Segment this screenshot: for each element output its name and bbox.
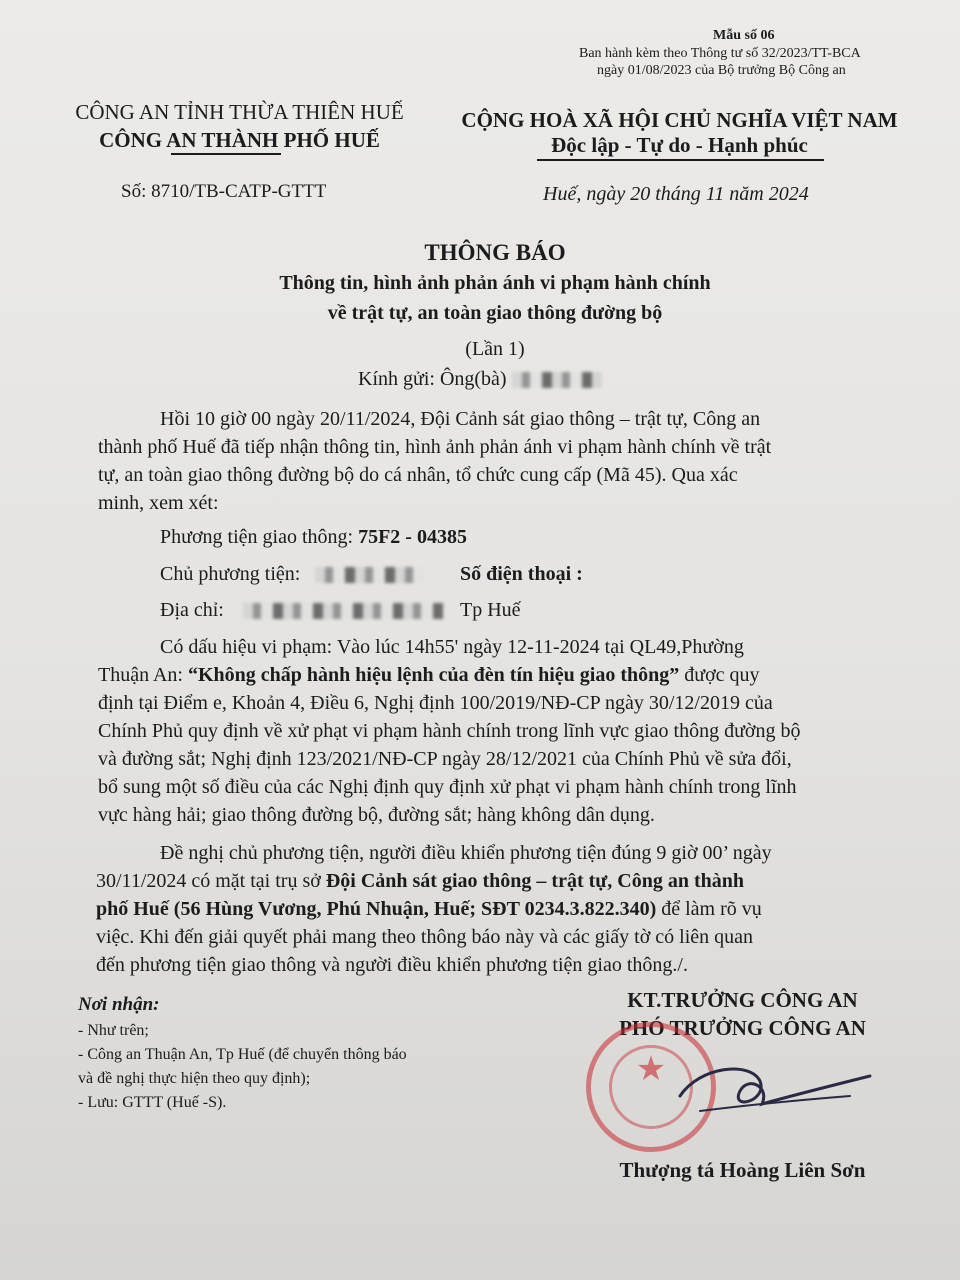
violation-line-1: Có dấu hiệu vi phạm: Vào lúc 14h55' ngày 12-11-2024 tại QL49,Phường	[160, 636, 744, 658]
notice-title: THÔNG BÁO	[424, 240, 566, 265]
violation-act: “Không chấp hành hiệu lệnh của đèn tín hiệu giao thông”	[188, 664, 680, 686]
agency-underline	[171, 153, 281, 155]
violation-line-6: bổ sung một số điều của các Nghị định quy định xử phạt vi phạm hành chính trong lĩnh	[98, 776, 797, 798]
request-office-address: phố Huế (56 Hùng Vương, Phú Nhuận, Huế; SĐT 0234.3.822.340)	[96, 898, 657, 920]
request-line-4: việc. Khi đến giải quyết phải mang theo thông báo này và các giấy tờ có liên quan	[96, 926, 754, 948]
violation-location: Thuận An:	[98, 664, 188, 686]
signer-name: Thượng tá Hoàng Liên Sơn	[619, 1158, 866, 1182]
place-date: Huế, ngày 20 tháng 11 năm 2024	[543, 183, 809, 205]
intro-line-2: thành phố Huế đã tiếp nhận thông tin, hình ảnh phản ánh vi phạm hành chính về trật	[98, 436, 772, 458]
redacted-owner	[315, 567, 425, 583]
recipients-label: Nơi nhận:	[78, 994, 160, 1015]
vehicle-plate: 75F2 - 04385	[358, 526, 467, 548]
notice-subtitle-2: về trật tự, an toàn giao thông đường bộ	[327, 302, 663, 324]
violation-line-2-tail: được quy	[679, 664, 760, 686]
request-line-3-tail: để làm rõ vụ	[656, 898, 762, 920]
owner-line	[160, 563, 425, 586]
signature-title-1: KT.TRƯỞNG CÔNG AN	[627, 988, 858, 1012]
form-issued-date: ngày 01/08/2023 của Bộ trưởng Bộ Công an	[597, 63, 846, 78]
recipients-item-1: - Như trên;	[78, 1022, 149, 1039]
seal-star-icon: ★	[635, 1051, 667, 1088]
request-line-2	[96, 870, 744, 893]
violation-line-7: vực hàng hải; giao thông đường bộ, đường sắt; hàng không dân dụng.	[98, 804, 655, 826]
doc-number: Số: 8710/TB-CATP-GTTT	[121, 181, 327, 202]
intro-line-3: tự, an toàn giao thông đường bộ do cá nhân, tổ chức cung cấp (Mã 45). Qua xác	[98, 464, 738, 486]
violation-line-4: Chính Phủ quy định về xử phạt vi phạm hành chính trong lĩnh vực giao thông đường bộ	[98, 720, 801, 742]
redacted-address	[243, 603, 443, 619]
recipient-line	[358, 368, 602, 391]
signature-title-2: PHÓ TRƯỞNG CÔNG AN	[619, 1016, 866, 1040]
redacted-name	[512, 372, 602, 388]
address-line	[160, 599, 443, 622]
intro-line-4: minh, xem xét:	[98, 492, 219, 514]
request-line-5: đến phương tiện giao thông và người điều khiển phương tiện giao thông./.	[96, 954, 688, 976]
violation-line-2	[98, 664, 760, 687]
owner-label: Chủ phương tiện:	[160, 563, 301, 585]
request-line-3	[96, 898, 762, 921]
intro-line-1: Hồi 10 giờ 00 ngày 20/11/2024, Đội Cảnh sát giao thông – trật tự, Công an	[160, 408, 761, 430]
handwritten-signature	[640, 1056, 880, 1136]
form-issued-with: Ban hành kèm theo Thông tư số 32/2023/TT-BCA	[579, 46, 861, 61]
recipients-item-2: - Công an Thuận An, Tp Huế (để chuyển thông báo	[78, 1046, 407, 1063]
vehicle-line	[160, 526, 467, 549]
violation-line-3: định tại Điểm e, Khoản 4, Điều 6, Nghị định 100/2019/NĐ-CP ngày 30/12/2019 của	[98, 692, 773, 714]
notice-subtitle-1: Thông tin, hình ảnh phản ánh vi phạm hành chính	[279, 272, 711, 294]
recipient-label: Kính gửi: Ông(bà)	[358, 368, 507, 390]
motto-underline	[537, 159, 824, 161]
national-motto: Độc lập - Tự do - Hạnh phúc	[551, 133, 808, 157]
request-line-1: Đề nghị chủ phương tiện, người điều khiển phương tiện đúng 9 giờ 00’ ngày	[160, 842, 772, 864]
notice-occurrence: (Lần 1)	[465, 338, 525, 360]
address-label: Địa chỉ:	[160, 599, 224, 621]
agency-name: CÔNG AN THÀNH PHỐ HUẾ	[99, 128, 380, 152]
request-line-2-pre: 30/11/2024 có mặt tại trụ sở	[96, 870, 326, 892]
vehicle-label: Phương tiện giao thông:	[160, 526, 359, 548]
phone-label: Số điện thoại :	[460, 563, 583, 585]
recipients-item-3: và đề nghị thực hiện theo quy định);	[78, 1070, 311, 1087]
nation-name: CỘNG HOÀ XÃ HỘI CHỦ NGHĨA VIỆT NAM	[461, 108, 898, 132]
form-number: Mẫu số 06	[713, 28, 775, 43]
request-office: Đội Cảnh sát giao thông – trật tự, Công an thành	[325, 870, 744, 892]
violation-line-5: và đường sắt; Nghị định 123/2021/NĐ-CP ngày 28/12/2021 của Chính Phủ về sửa đổi,	[98, 748, 792, 770]
address-city: Tp Huế	[460, 599, 521, 621]
recipients-item-4: - Lưu: GTTT (Huế -S).	[78, 1094, 227, 1111]
agency-parent: CÔNG AN TỈNH THỪA THIÊN HUẾ	[75, 100, 404, 124]
